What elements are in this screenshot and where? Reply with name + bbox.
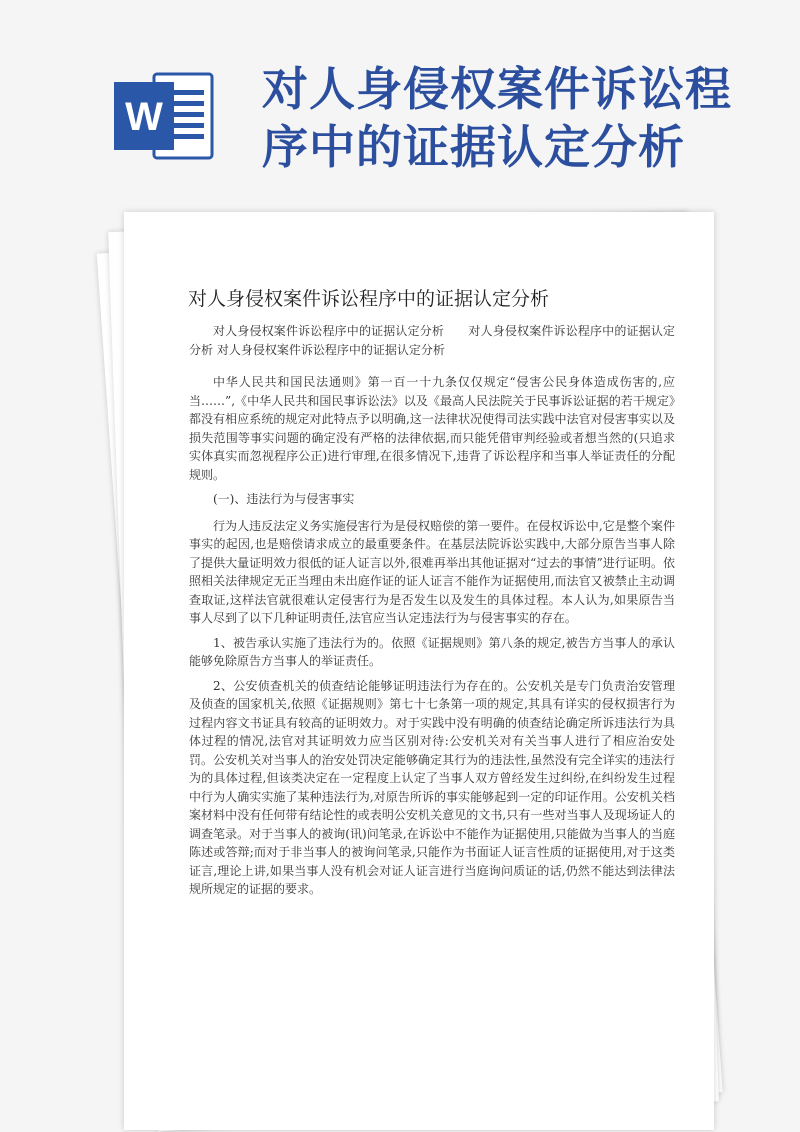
document-body [189,322,675,905]
section-heading: (一)、违法行为与侵害事实 [213,492,355,506]
word-icon-letter: W [125,95,163,139]
body-paragraph-2: 行为人违反法定义务实施侵害行为是侵权赔偿的第一要件。在侵权诉讼中,它是整个案件事实的起因,也是赔偿请求成立的最重要条件。在基层法院诉讼实践中,大部分原告当事人除了提供大量证明效力很低的证人证言以外,很难再举出其他证据对“过去的事情”进行证明。依照相关法律规定无正当理由未出庭作证的证人证言不能作为证据使用,而法官又被禁止主动调查取证,这样法官就很难认定侵害行为是否发生以及发生的具体过程。本人认为,如果原告当事人尽到了以下几种证明责任,法官应当认定违法行为与侵害事实的存在。 [189,518,675,625]
body-paragraph-1: 中华人民共和国民法通则》第一百一十九条仅仅规定“侵害公民身体造成伤害的,应当……”,《中华人民共和国民事诉讼法》以及《最高人民法院关于民事诉讼证据的若干规定》都没有相应系统的规定对此特点予以明确,这一法律状况使得司法实践中法官对侵害事实以及损失范围等事实问题的确定没有严格的法律依据,而只能凭借审判经验或者想当然的(只追求实体真实而忽视程序公正)进行审理,在很多情况下,违背了诉讼程序和当事人举证责任的分配规则。 [189,375,675,482]
page-title: 对人身侵权案件诉讼程序中的证据认定分析 [262,62,732,174]
intro-paragraph: 对人身侵权案件诉讼程序中的证据认定分析 对人身侵权案件诉讼程序中的证据认定分析 对人身侵权案件诉讼程序中的证据认定分析 [189,324,675,357]
word-icon [112,68,222,164]
body-paragraph-3: 1、被告承认实施了违法行为的。依照《证据规则》第八条的规定,被告方当事人的承认能够免除原告方当事人的举证责任。 [189,635,675,668]
page-header [0,0,800,200]
body-paragraph-4: 2、公安侦查机关的侦查结论能够证明违法行为存在的。公安机关是专门负责治安管理及侦查的国家机关,依照《证据规则》第七十七条第一项的规定,其具有详实的侵权损害行为过程内容文书证具有较高的证明效力。对于实践中没有明确的侦查结论确定所诉违法行为具体过程的情况,法官对其证明效力应当区别对待:公安机关对有关当事人进行了相应治安处罚。公安机关对当事人的治安处罚决定能够确定其行为的违法性,虽然没有完全详实的违法行为的具体过程,但该类决定在一定程度上认定了当事人双方曾经发生过纠纷,在纠纷发生过程中行为人确实实施了某种违法行为,对原告所诉的事实能够起到一定的印证作用。公安机关档案材料中没有任何带有结论性的或表明公安机关意见的文书,只有一些对当事人及现场证人的调查笔录。对于当事人的被询(讯)问笔录,在诉讼中不能作为证据使用,只能做为当事人的当庭陈述或答辩;而对于非当事人的被询问笔录,只能作为书面证人证言性质的证据使用,对于这类证言,理论上讲,如果当事人没有机会对证人证言进行当庭询问质证的话,仍然不能达到法律法规所规定的证据的要求。 [189,678,675,896]
document-title: 对人身侵权案件诉讼程序中的证据认定分析 [188,288,550,310]
